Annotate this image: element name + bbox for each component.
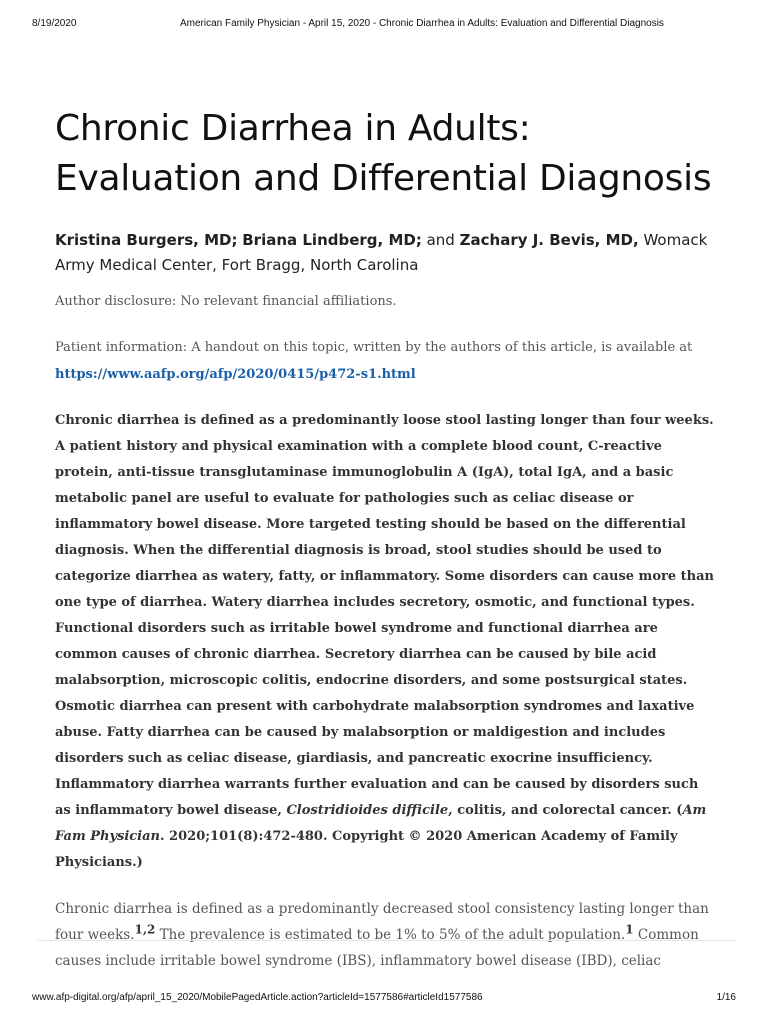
body-text-2: The prevalence is estimated to be 1% to 5% of the adult population. xyxy=(155,927,626,943)
abstract-journal: Am Fam Physician xyxy=(55,803,707,844)
patient-information xyxy=(55,334,715,388)
author-line xyxy=(55,228,715,278)
abstract-text-1: Chronic diarrhea is defined as a predominantly loose stool lasting longer than four weeks. A patient history and physical examination with a complete blood count, C-reactive protein, anti-tissue transglutaminase immunoglobulin A (IgA), total IgA, and a basic metabolic panel are useful to evaluate for pathologies such as celiac disease or inflammatory bowel disease. More targeted testing should be based on the differential diagnosis. When the differential diagnosis is broad, stool studies should be used to categorize diarrhea as watery, fatty, or inflammatory. Some disorders can cause more than one type of diarrhea. Watery diarrhea includes secretory, osmotic, and functional types. Functional disorders such as irritable bowel syndrome and functional diarrhea are common causes of chronic diarrhea. Secretory diarrhea can be caused by bile acid malabsorption, microscopic colitis, endocrine disorders, and some postsurgical states. Osmotic diarrhea can present with carbohydrate malabsorption syndromes and laxative abuse. Fatty diarrhea can be caused by malabsorption or maldigestion and includes disorders such as celiac disease, giardiasis, and pancreatic exocrine insufficiency. Inflammatory diarrhea warrants further evaluation and can be caused by disorders such as inflammatory bowel disease, xyxy=(55,413,714,818)
abstract-citation: . 2020;101(8):472-480. Copyright © 2020 American Academy of Family Physicians.) xyxy=(55,829,678,870)
page-number: 1/16 xyxy=(716,992,736,1003)
author-burgers: Kristina Burgers, MD; xyxy=(55,231,238,249)
print-date: 8/19/2020 xyxy=(32,18,77,29)
reference-link[interactable]: 1 xyxy=(625,922,634,937)
author-conjunction: and xyxy=(426,231,455,249)
patient-information-text: Patient information: A handout on this topic, written by the authors of this article, is available at xyxy=(55,340,693,355)
abstract xyxy=(55,408,715,876)
patient-handout-link[interactable]: https://www.aafp.org/afp/2020/0415/p472-s1.html xyxy=(55,367,416,382)
abstract-organism: Clostridioides difficile xyxy=(286,803,449,818)
print-footer xyxy=(32,992,736,1003)
article xyxy=(55,104,715,974)
article-title-line-1: Chronic Diarrhea in Adults: xyxy=(55,108,531,149)
body-text-1: Chronic diarrhea is defined as a predominantly decreased stool consistency lasting longer than four weeks. xyxy=(55,901,709,943)
author-disclosure: Author disclosure: No relevant financial affiliations. xyxy=(55,294,397,309)
author-lindberg: Briana Lindberg, MD; xyxy=(242,231,422,249)
print-document-title: American Family Physician - April 15, 2020 - Chronic Diarrhea in Adults: Evaluation and Differential Diagnosis xyxy=(180,18,664,29)
abstract-text-2: , colitis, and colorectal cancer. ( xyxy=(448,803,683,818)
reference-link[interactable]: 1,2 xyxy=(134,922,156,937)
author-bevis: Zachary J. Bevis, MD, xyxy=(459,231,639,249)
article-title-line-2: Evaluation and Differential Diagnosis xyxy=(55,158,712,199)
body-text-3: Common causes include irritable bowel syndrome (IBS), inflammatory bowel disease (IBD), celiac xyxy=(55,927,699,969)
article-title xyxy=(55,104,715,204)
author-affiliation: Womack Army Medical Center, Fort Bragg, North Carolina xyxy=(55,231,708,274)
print-url: www.afp-digital.org/afp/april_15_2020/MobilePagedArticle.action?articleId=1577586#articleId1577586 xyxy=(32,992,483,1003)
body-paragraph xyxy=(55,896,715,974)
page-divider xyxy=(38,940,736,941)
